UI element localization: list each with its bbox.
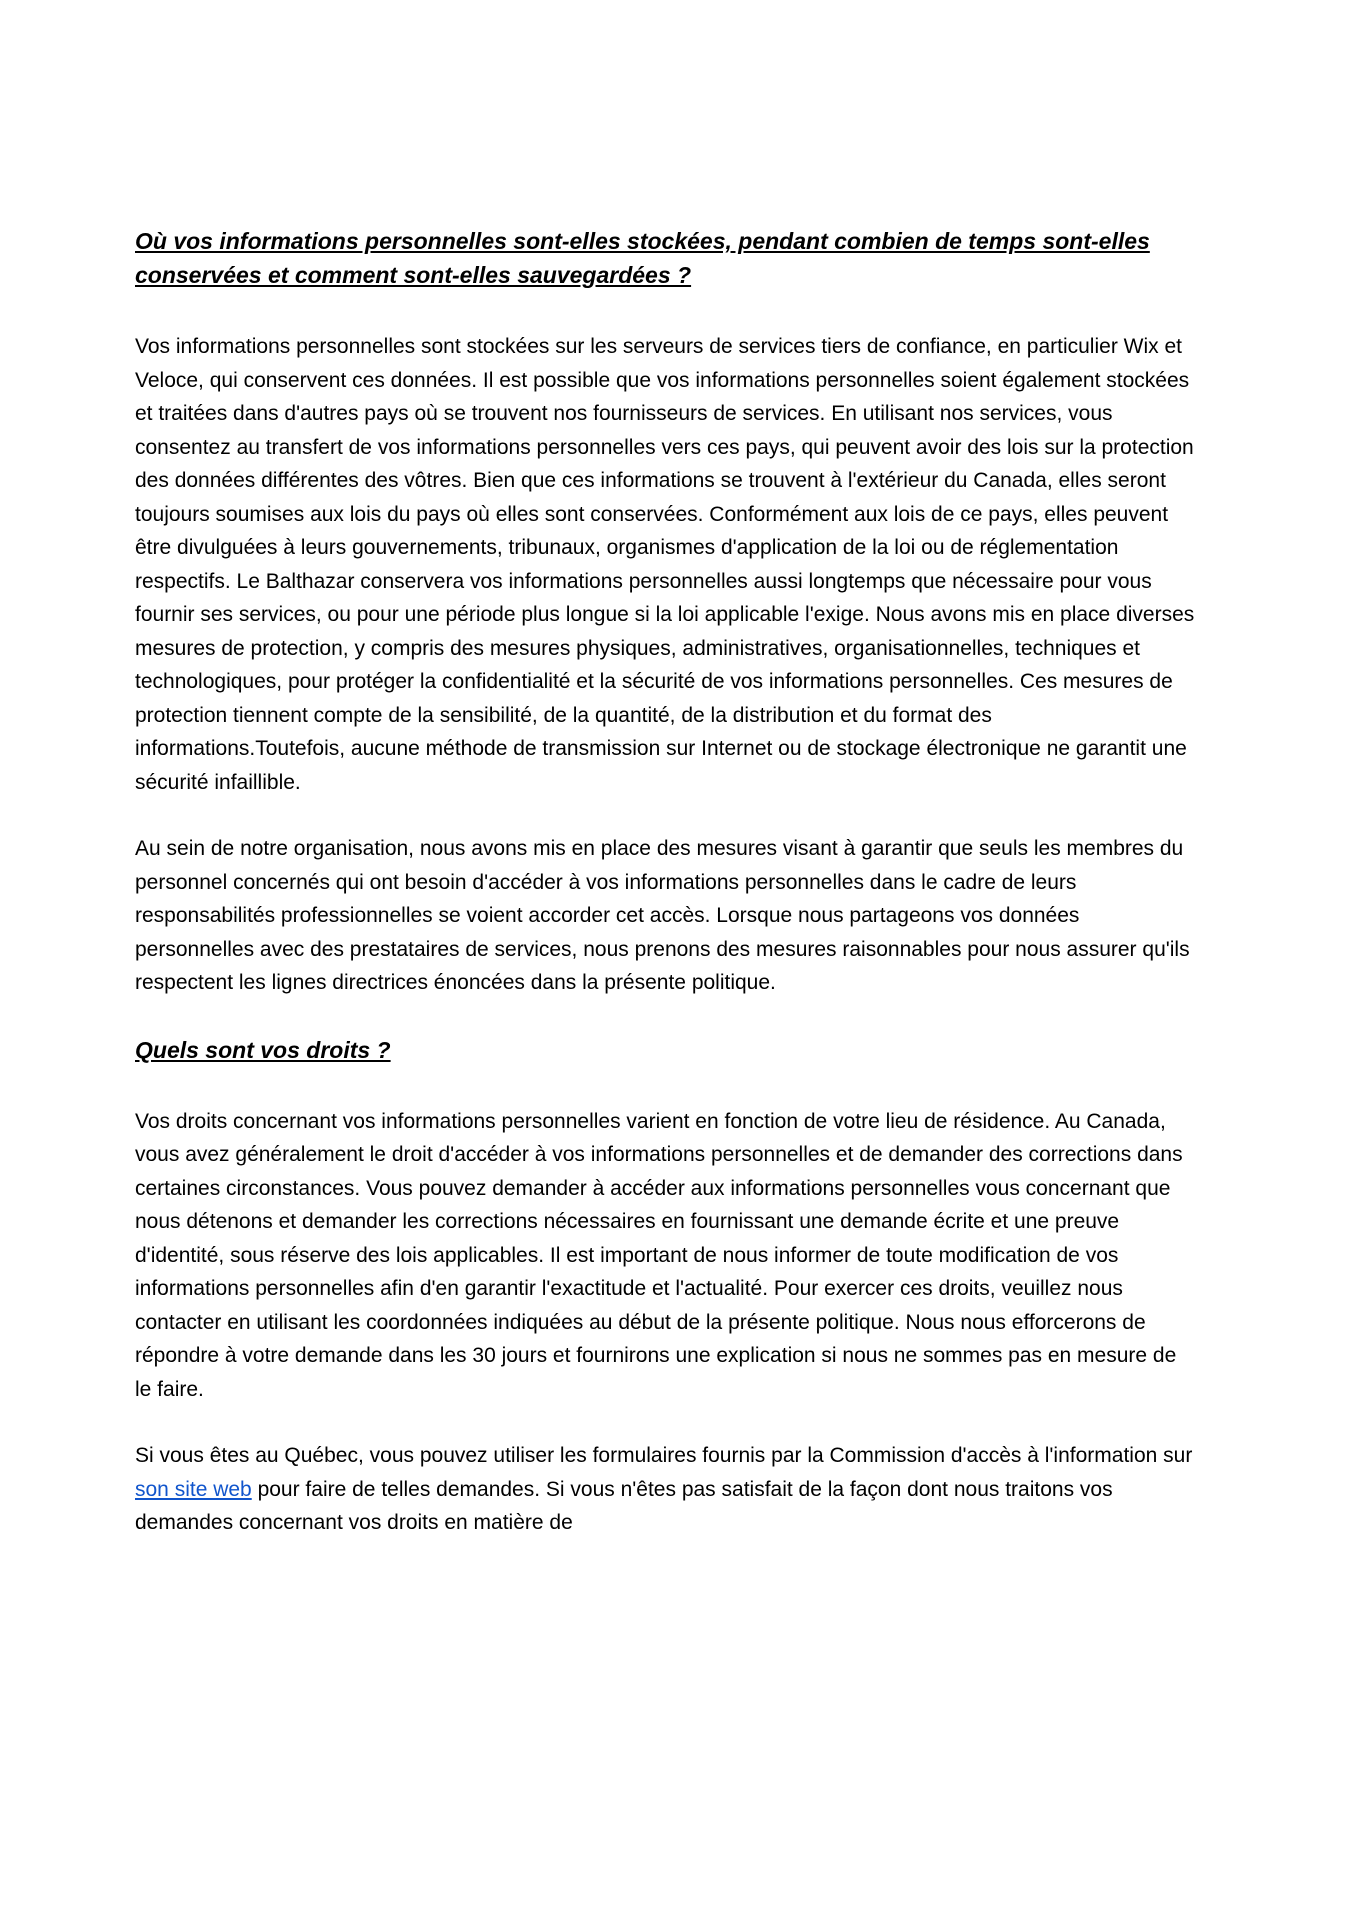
paragraph-access-control: Au sein de notre organisation, nous avons mis en place des mesures visant à garantir que seuls les membres du personnel concernés qui ont besoin d'accéder à vos informations personnelles dans le cadre de leurs responsabilités professionnelles se voient accorder cet accès. Lorsque nous partageons vos données personnelles avec des prestataires de services, nous prenons des mesures raisonnables pour nous assurer qu'ils respectent les lignes directrices énoncées dans la présente politique. [135,837,1190,994]
heading-rights: Quels sont vos droits ? [135,1036,391,1063]
paragraph-storage: Vos informations personnelles sont stockées sur les serveurs de services tiers de confiance, en particulier Wix et Veloce, qui conservent ces données. Il est possible que vos informations personnelles soient également stockées et traitées dans d'autres pays où se trouvent nos fournisseurs de services. En utilisant nos services, vous consentez au transfert de vos informations personnelles vers ces pays, qui peuvent avoir des lois sur la protection des données différentes des vôtres. Bien que ces informations se trouvent à l'extérieur du Canada, elles seront toujours soumises aux lois du pays où elles sont conservées. Conformément aux lois de ce pays, elles peuvent être divulguées à leurs gouvernements, tribunaux, organismes d'application de la loi ou de réglementation respectifs. Le Balthazar conservera vos informations personnelles aussi longtemps que nécessaire pour vous fournir ses services, ou pour une période plus longue si la loi applicable l'exige. Nous avons mis en place diverses mesures de protection, y compris des mesures physiques, administratives, organisationnelles, techniques et technologiques, pour protéger la confidentialité et la sécurité de vos informations personnelles. Ces mesures de protection tiennent compte de la sensibilité, de la quantité, de la distribution et du format des informations.Toutefois, aucune méthode de transmission sur Internet ou de stockage électronique ne garantit une sécurité infaillible. [135,335,1195,794]
paragraph-quebec [135,1439,1195,1540]
paragraph-rights: Vos droits concernant vos informations personnelles varient en fonction de votre lieu de résidence. Au Canada, vous avez généralement le droit d'accéder à vos informations personnelles et de demander des corrections dans certaines circonstances. Vous pouvez demander à accéder aux informations personnelles vous concernant que nous détenons et demander les corrections nécessaires en fournissant une demande écrite et une preuve d'identité, sous réserve des lois applicables. Il est important de nous informer de toute modification de vos informations personnelles afin d'en garantir l'exactitude et l'actualité. Pour exercer ces droits, veuillez nous contacter en utilisant les coordonnées indiquées au début de la présente politique. Nous nous efforcerons de répondre à votre demande dans les 30 jours et fournirons une explication si nous ne sommes pas en mesure de le faire. [135,1109,1183,1401]
link-son-site-web[interactable]: son site web [135,1477,252,1501]
paragraph-quebec-after-link: pour faire de telles demandes. Si vous n'êtes pas satisfait de la façon dont nous traitons vos demandes concernant vos droits en matière de [135,1477,1113,1534]
heading-storage: Où vos informations personnelles sont-elles stockées, pendant combien de temps sont-elles conservées et comment sont-elles sauvegardées ? [135,228,1150,288]
paragraph-quebec-before-link: Si vous êtes au Québec, vous pouvez utiliser les formulaires fournis par la Commission d'accès à l'information sur [135,1444,1193,1467]
